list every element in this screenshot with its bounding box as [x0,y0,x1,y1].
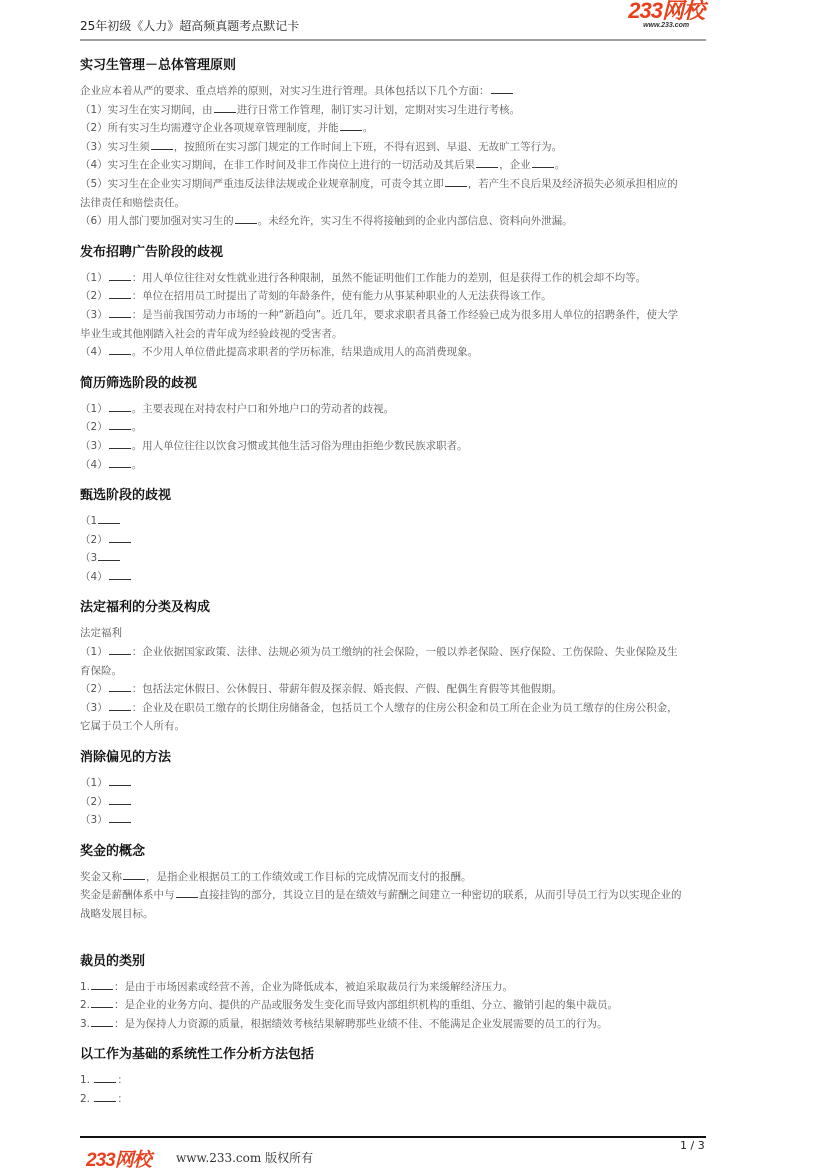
line-text: ：是企业的业务方向、提供的产品或服务发生变化而导致内部组织机构的重组、分立、撤销引起的集中裁员。 [114,999,619,1012]
line-text: 企业应本着从严的要求、重点培养的原则，对实习生进行管理。具体包括以下几个方面： [80,85,490,97]
section-title: 发布招聘广告阶段的歧视 [80,244,224,260]
fill-blank [109,795,131,805]
text-line [80,1071,750,1090]
line-text: ：是当前我国劳动力市场的一种“新趋向”。近几年，要求求职者具备工作经验已成为很多用人单位的招聘条件，使大学 [131,308,679,321]
line-text: （3） [80,308,108,321]
line-text: ：是由于市场因素或经营不善，企业为降低成本，被迫采取裁员行为来缓解经济压力。 [114,980,514,993]
fill-blank [109,570,131,580]
text-line [80,717,750,736]
line-text: 2. [80,999,91,1012]
section [80,842,750,924]
section [80,1045,750,1108]
section-title: 简历筛选阶段的歧视 [80,375,198,391]
text-line [80,699,750,718]
text-line [80,793,750,812]
fill-blank [176,888,198,898]
fill-blank [532,158,554,168]
text-line [80,643,750,662]
brand-logo [628,0,704,30]
fill-blank [109,813,131,823]
section [80,598,750,736]
line-text: （2） [80,795,108,808]
line-text: 。 [362,122,374,135]
fill-blank [109,271,131,281]
fill-blank [109,776,131,786]
line-text: （1） [80,271,108,284]
text-line [80,325,750,344]
section-title: 消除偏见的方法 [80,750,172,766]
line-text: ：企业依据国家政策、法律、法规必须为员工缴纳的社会保险，一般以养老保险、医疗保险、工伤保险、失业保险及生 [131,646,678,659]
text-line [80,343,750,362]
line-text: ：企业及在职员工缴存的长期住房储备金，包括员工个人缴存的住房公积金和员工所在企业为员工缴存的住房公积金， [131,701,678,714]
line-text: 。未经允许，实习生不得将接触到的企业内部信息、资料向外泄漏。 [257,215,573,228]
text-line [80,624,750,643]
text-line [80,1090,750,1109]
fill-blank [109,458,131,468]
line-text: （1 [80,515,98,528]
line-text: （2） [80,683,108,696]
line-text: （4） [80,346,108,359]
line-text: （3） [80,814,108,827]
text-line [80,456,750,475]
footer-logo: 233网校 [86,1150,151,1171]
copyright-text: www.233.com 版权所有 [176,1151,314,1165]
footer-divider [80,1136,706,1138]
line-text: 1. [80,980,91,993]
line-text: （2） [80,533,108,546]
fill-blank [109,308,131,318]
text-line [80,437,750,456]
fill-blank [491,84,513,94]
fill-blank [445,177,467,187]
line-text: ： [117,1074,128,1087]
text-line [80,811,750,830]
fill-blank [476,158,498,168]
section-title: 裁员的类别 [80,953,146,969]
line-text: ，是指企业根据员工的工作绩效或工作目标的完成情况而支付的报酬。 [146,870,472,883]
text-line [80,418,750,437]
fill-blank [109,682,131,692]
line-text: （3）实习生须 [80,140,150,153]
line-text: 法律责任和赔偿责任。 [80,196,185,209]
line-text: ，企业 [499,159,531,172]
section [80,486,750,586]
line-text: ：是为保持人力资源的质量，根据绩效考核结果解聘那些业绩不佳、不能满足企业发展需要的员工的行为。 [114,1017,608,1030]
section [80,748,750,830]
logo-text: 233网校 [628,0,704,23]
fill-blank [109,645,131,655]
line-text: 。 [131,421,143,434]
fill-blank [123,870,145,880]
fill-blank [214,103,236,113]
text-line [80,886,750,905]
line-text: 直接挂钩的部分，其设立目的是在绩效与薪酬之间建立一种密切的联系，从而引导员工行为以实现企业的 [198,889,682,902]
line-text: 1. [80,1074,94,1087]
line-text: 2. [80,1092,94,1105]
line-text: 战略发展目标。 [80,908,154,920]
text-line [80,306,750,325]
line-text: （3） [80,701,108,714]
line-text: 奖金是薪酬体系中与 [80,889,175,902]
line-text: 。主要表现在对持农村户口和外地户口的劳动者的歧视。 [131,402,395,415]
section [80,56,750,231]
document-title: 25年初级《人力》超高频真题考点默记卡 [80,19,300,33]
line-text: （1） [80,646,108,659]
text-line [80,774,750,793]
fill-blank [109,345,131,355]
line-text: 奖金又称 [80,870,122,883]
text-line [80,868,750,887]
section [80,374,750,474]
text-line [80,905,750,924]
fill-blank [109,289,131,299]
logo-url: www.233.com [643,22,690,29]
fill-blank [109,439,131,449]
section-title: 实习生管理－总体管理原则 [80,58,237,73]
line-text: （2） [80,421,108,434]
line-text: （4） [80,570,108,583]
fill-blank [94,1073,116,1083]
line-text: （2） [80,290,108,303]
text-line [80,194,750,213]
fill-blank [340,121,362,131]
line-text: （4）实习生在企业实习期间，在非工作时间及非工作岗位上进行的一切活动及其后果 [80,159,476,172]
line-text: （4） [80,458,108,471]
section-title: 奖金的概念 [80,843,146,859]
section [80,243,750,362]
line-text: 3. [80,1017,91,1030]
line-text: 。 [131,458,143,471]
line-text: （2）所有实习生均需遵守企业各项规章管理制度，并能 [80,122,339,135]
line-text: ： [117,1092,128,1105]
line-text: 育保险。 [80,664,122,677]
text-line [80,996,750,1015]
text-line [80,531,750,550]
section-title: 甄选阶段的歧视 [80,488,172,504]
line-text: （3） [80,439,108,452]
text-line [80,549,750,568]
text-line [80,512,750,531]
text-line [80,662,750,681]
fill-blank [91,980,113,990]
line-text: （1）实习生在实习期间，由 [80,103,213,116]
section [80,952,750,1034]
fill-blank [91,1017,113,1027]
text-line [80,1015,750,1034]
section-title: 法定福利的分类及构成 [80,600,211,616]
text-line [80,680,750,699]
line-text: （5）实习生在企业实习期间严重违反法律法规或企业规章制度，可责令其立即 [80,177,444,190]
page-number: 1 / 3 [680,1139,705,1152]
line-text: 毕业生或其他刚踏入社会的青年成为经验歧视的受害者。 [80,327,343,340]
text-line [80,978,750,997]
fill-blank [109,402,131,412]
text-line [80,175,750,194]
text-line [80,287,750,306]
line-text: 法定福利 [80,627,122,640]
line-text: ，按照所在实习部门规定的工作时间上下班，不得有迟到、早退、无故旷工等行为。 [173,140,563,153]
fill-blank [151,140,173,150]
fill-blank [98,551,120,561]
line-text: ：单位在招用员工时提出了苛刻的年龄条件，使有能力从事某种职业的人无法获得该工作。 [131,290,552,303]
text-line [80,101,750,120]
line-text: ：用人单位往往对女性就业进行各种限制，虽然不能证明他们工作能力的差别，但是获得工作的机会却不均等。 [131,271,647,284]
line-text: （1） [80,402,108,415]
header-divider [80,39,706,41]
line-text: （1） [80,777,108,790]
fill-blank [109,420,131,430]
text-line [80,82,750,101]
line-text: ：包括法定休假日、公休假日、带薪年假及探亲假、婚丧假、产假、配偶生育假等其他假期。 [131,683,563,696]
line-text: （6）用人部门要加强对实习生的 [80,215,234,228]
text-line [80,156,750,175]
fill-blank [235,214,257,224]
fill-blank [109,533,131,543]
fill-blank [109,701,131,711]
fill-blank [98,514,120,524]
text-line [80,212,750,231]
line-text: 进行日常工作管理，制订实习计划，定期对实习生进行考核。 [236,103,521,116]
page-header [80,0,706,42]
text-line [80,138,750,157]
text-line [80,400,750,419]
line-text: （3 [80,552,98,565]
text-line [80,119,750,138]
fill-blank [91,998,113,1008]
line-text: 。不少用人单位借此提高求职者的学历标准，结果造成用人的高消费现象。 [131,346,479,359]
line-text: 它属于员工个人所有。 [80,720,185,733]
line-text: 。 [554,159,566,172]
line-text: ，若产生不良后果及经济损失必须承担相应的 [467,177,678,190]
document-body [80,56,750,1121]
line-text: 。用人单位往往以饮食习惯或其他生活习俗为理由拒绝少数民族求职者。 [131,439,468,452]
section-title: 以工作为基础的系统性工作分析方法包括 [80,1047,315,1063]
text-line [80,568,750,587]
text-line [80,269,750,288]
fill-blank [94,1092,116,1102]
